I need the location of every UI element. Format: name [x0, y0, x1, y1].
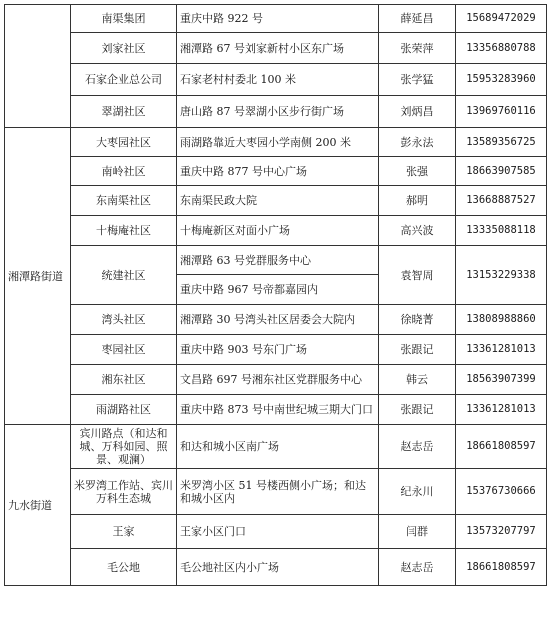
phone-cell: 18661808597: [456, 549, 547, 586]
table-row: [5, 33, 547, 64]
location-cell: 湘潭路 67 号刘家新村小区东广场: [177, 33, 379, 64]
community-cell: 枣园社区: [71, 335, 177, 365]
location-cell: 和达和城小区南广场: [177, 425, 379, 469]
location-cell: 雨湖路靠近大枣园小学南侧 200 米: [177, 128, 379, 157]
phone-cell: 13808988860: [456, 305, 547, 335]
contact-cell: 闫群: [379, 515, 456, 549]
contact-cell: 赵志岳: [379, 549, 456, 586]
contact-cell: 张跟记: [379, 395, 456, 425]
phone-cell: 18663907585: [456, 157, 547, 186]
community-cell: 雨湖路社区: [71, 395, 177, 425]
phone-cell: 13668887527: [456, 186, 547, 216]
location-cell: 唐山路 87 号翠湖小区步行街广场: [177, 96, 379, 128]
district-cell: 九水街道: [5, 425, 71, 586]
contact-cell: 郝明: [379, 186, 456, 216]
phone-cell: 13589356725: [456, 128, 547, 157]
community-cell: 南岭社区: [71, 157, 177, 186]
contact-cell: 刘炳昌: [379, 96, 456, 128]
location-cell: 重庆中路 873 号中南世纪城三期大门口: [177, 395, 379, 425]
phone-cell: 13361281013: [456, 395, 547, 425]
community-cell: 湘东社区: [71, 365, 177, 395]
contact-cell: 韩云: [379, 365, 456, 395]
location-cell: 湘潭路 30 号湾头社区居委会大院内: [177, 305, 379, 335]
table-row: [5, 128, 547, 157]
phone-cell: 18563907399: [456, 365, 547, 395]
community-cell: 王家: [71, 515, 177, 549]
table-row: [5, 186, 547, 216]
community-cell: 翠湖社区: [71, 96, 177, 128]
community-cell: 石家企业总公司: [71, 64, 177, 96]
community-cell: 米罗湾工作站、宾川万科生态城: [71, 469, 177, 515]
table-row: [5, 549, 547, 586]
table-row: [5, 335, 547, 365]
contact-cell: 薛延昌: [379, 5, 456, 33]
phone-cell: 13969760116: [456, 96, 547, 128]
location-cell: 十梅庵新区对面小广场: [177, 216, 379, 246]
location-cell: 重庆中路 922 号: [177, 5, 379, 33]
community-cell: 刘家社区: [71, 33, 177, 64]
contact-cell: 袁智周: [379, 246, 456, 305]
location-cell: 米罗湾小区 51 号楼西侧小广场；和达和城小区内: [177, 469, 379, 515]
contact-cell: 高兴波: [379, 216, 456, 246]
community-cell: 十梅庵社区: [71, 216, 177, 246]
table-row: [5, 157, 547, 186]
community-cell: 湾头社区: [71, 305, 177, 335]
district-cell: 湘潭路街道: [5, 128, 71, 425]
phone-cell: 18661808597: [456, 425, 547, 469]
table-row: [5, 395, 547, 425]
location-cell: 毛公地社区内小广场: [177, 549, 379, 586]
contact-cell: 张荣萍: [379, 33, 456, 64]
community-cell: 宾川路点（和达和城、万科如园、照景、观澜）: [71, 425, 177, 469]
table-row: [5, 5, 547, 33]
table-row: [5, 305, 547, 335]
location-cell: 重庆中路 877 号中心广场: [177, 157, 379, 186]
contact-cell: 赵志岳: [379, 425, 456, 469]
phone-cell: 13153229338: [456, 246, 547, 305]
location-cell: 东南渠民政大院: [177, 186, 379, 216]
contact-cell: 纪永川: [379, 469, 456, 515]
location-cell: 王家小区门口: [177, 515, 379, 549]
phone-cell: 15376730666: [456, 469, 547, 515]
table-row: [5, 96, 547, 128]
table-row: [5, 469, 547, 515]
location-cell: 湘潭路 63 号党群服务中心: [177, 246, 379, 275]
phone-cell: 13361281013: [456, 335, 547, 365]
location-cell: 重庆中路 903 号东门广场: [177, 335, 379, 365]
table-row: [5, 246, 547, 275]
table-row: [5, 365, 547, 395]
contact-cell: 张强: [379, 157, 456, 186]
phone-cell: 13335088118: [456, 216, 547, 246]
location-cell: 石家老村村委北 100 米: [177, 64, 379, 96]
community-cell: 毛公地: [71, 549, 177, 586]
community-cell: 东南渠社区: [71, 186, 177, 216]
table-row: [5, 64, 547, 96]
table-row: [5, 425, 547, 469]
location-cell: 重庆中路 967 号帝都嘉园内: [177, 275, 379, 305]
phone-cell: 13356880788: [456, 33, 547, 64]
site-table: [4, 4, 547, 586]
contact-cell: 徐晓菁: [379, 305, 456, 335]
community-cell: 统建社区: [71, 246, 177, 305]
community-cell: 大枣园社区: [71, 128, 177, 157]
table-row: [5, 515, 547, 549]
table-row: [5, 216, 547, 246]
contact-cell: 张跟记: [379, 335, 456, 365]
phone-cell: 15689472029: [456, 5, 547, 33]
phone-cell: 15953283960: [456, 64, 547, 96]
district-cell-blank: [5, 5, 71, 128]
community-cell: 南渠集团: [71, 5, 177, 33]
contact-cell: 彭永法: [379, 128, 456, 157]
location-cell: 文昌路 697 号湘东社区党群服务中心: [177, 365, 379, 395]
contact-cell: 张学猛: [379, 64, 456, 96]
phone-cell: 13573207797: [456, 515, 547, 549]
